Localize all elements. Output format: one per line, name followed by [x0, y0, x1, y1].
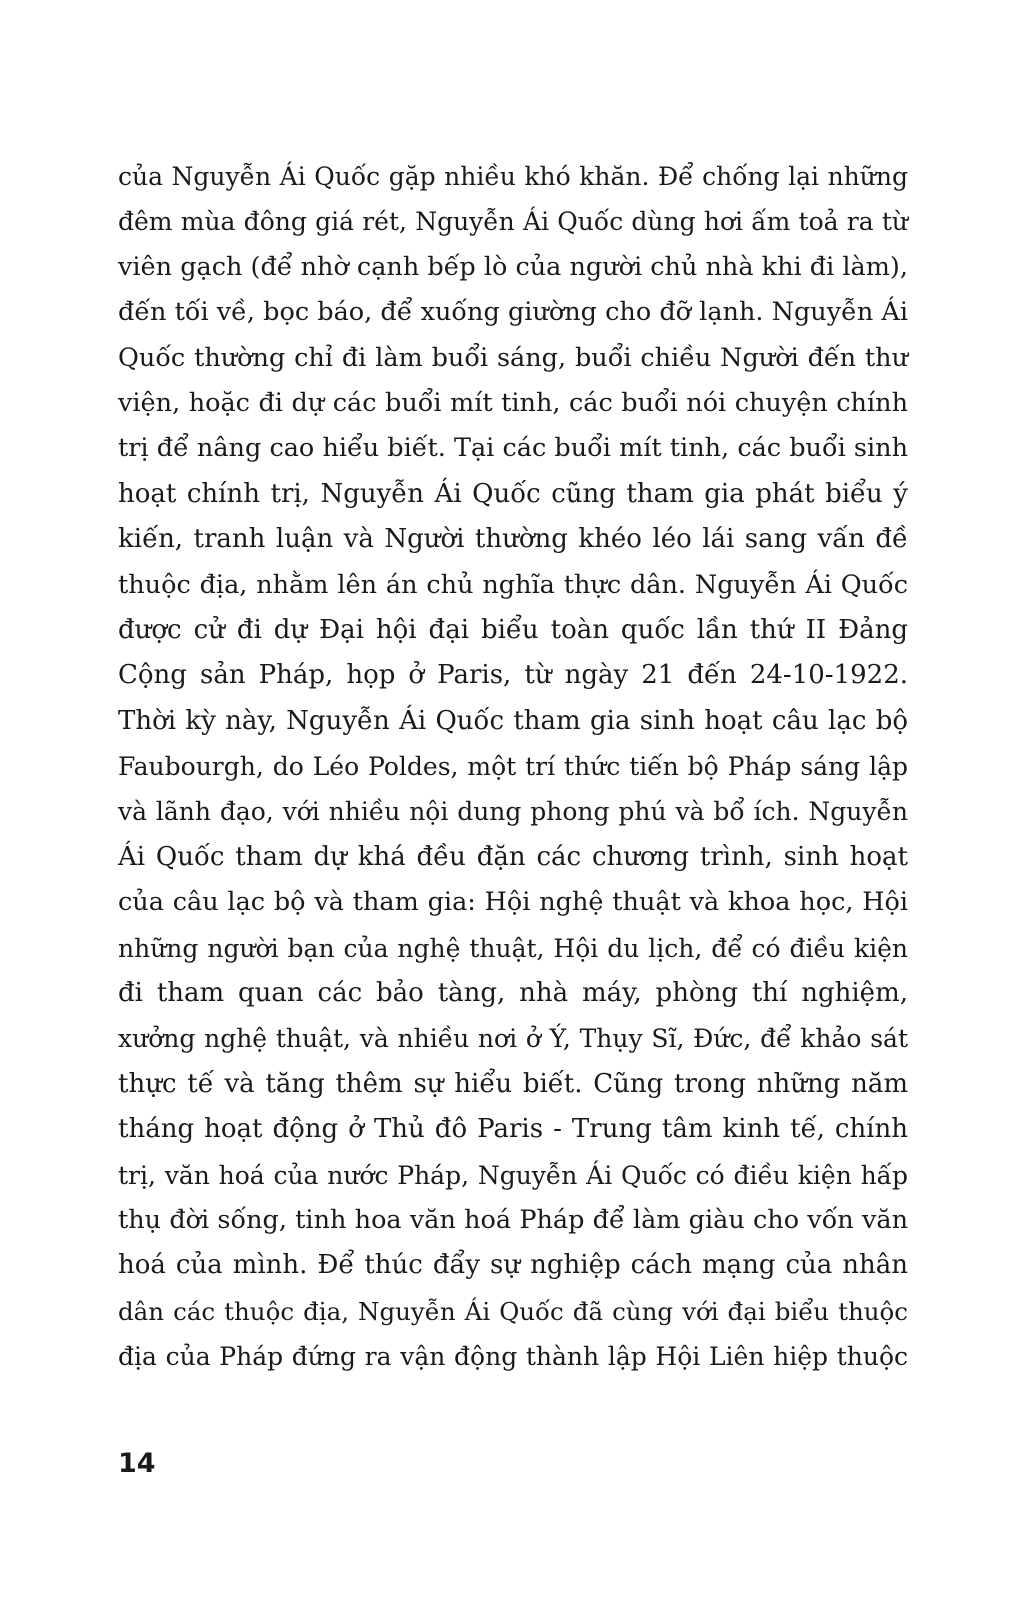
- page-number: 14: [118, 1448, 156, 1479]
- text-line: thực tế và tăng thêm sự hiểu biết. Cũng trong những năm: [118, 1068, 908, 1099]
- text-line: được cử đi dự Đại hội đại biểu toàn quốc lần thứ II Đảng: [118, 614, 908, 645]
- text-line: Cộng sản Pháp, họp ở Paris, từ ngày 21 đến 24-10-1922.: [118, 660, 908, 691]
- text-line: đến tối về, bọc báo, để xuống giường cho đỡ lạnh. Nguyễn Ái: [118, 297, 908, 328]
- text-line: viện, hoặc đi dự các buổi mít tinh, các buổi nói chuyện chính: [118, 387, 908, 418]
- text-line: và lãnh đạo, với nhiều nội dung phong phú và bổ ích. Nguyễn: [118, 797, 908, 827]
- text-line: địa của Pháp đứng ra vận động thành lập Hội Liên hiệp thuộc: [118, 1342, 908, 1372]
- text-line: Quốc thường chỉ đi làm buổi sáng, buổi chiều Người đến thư: [118, 342, 908, 373]
- text-line: trị để nâng cao hiểu biết. Tại các buổi mít tinh, các buổi sinh: [118, 433, 908, 464]
- text-line: Faubourgh, do Léo Poldes, một trí thức tiến bộ Pháp sáng lập: [118, 752, 908, 782]
- text-line: của câu lạc bộ và tham gia: Hội nghệ thuật và khoa học, Hội: [118, 887, 908, 918]
- text-line: tháng hoạt động ở Thủ đô Paris - Trung tâm kinh tế, chính: [118, 1114, 908, 1145]
- text-line: hoá của mình. Để thúc đẩy sự nghiệp cách mạng của nhân: [118, 1250, 908, 1281]
- text-line: xưởng nghệ thuật, và nhiều nơi ở Ý, Thụy Sĩ, Đức, để khảo sát: [118, 1024, 908, 1054]
- text-line: Ái Quốc tham dự khá đều đặn các chương trình, sinh hoạt: [118, 841, 908, 872]
- text-line: đi tham quan các bảo tàng, nhà máy, phòng thí nghiệm,: [118, 978, 908, 1009]
- text-line: của Nguyễn Ái Quốc gặp nhiều khó khăn. Để chống lại những: [118, 162, 908, 191]
- text-line: trị, văn hoá của nước Pháp, Nguyễn Ái Quốc có điều kiện hấp: [118, 1160, 908, 1190]
- text-line: những người bạn của nghệ thuật, Hội du lịch, để có điều kiện: [118, 933, 908, 963]
- text-line: kiến, tranh luận và Người thường khéo léo lái sang vấn đề: [118, 524, 908, 555]
- text-line: thụ đời sống, tinh hoa văn hoá Pháp để làm giàu cho vốn văn: [118, 1204, 908, 1235]
- text-line: Thời kỳ này, Nguyễn Ái Quốc tham gia sinh hoạt câu lạc bộ: [118, 705, 908, 736]
- text-line: dân các thuộc địa, Nguyễn Ái Quốc đã cùng với đại biểu thuộc: [118, 1296, 908, 1326]
- text-line: hoạt chính trị, Nguyễn Ái Quốc cũng tham gia phát biểu ý: [118, 478, 908, 509]
- text-line: thuộc địa, nhằm lên án chủ nghĩa thực dân. Nguyễn Ái Quốc: [118, 569, 908, 600]
- text-line: viên gạch (để nhờ cạnh bếp lò của người chủ nhà khi đi làm),: [118, 251, 908, 282]
- text-line: đêm mùa đông giá rét, Nguyễn Ái Quốc dùng hơi ấm toả ra từ: [118, 207, 908, 237]
- body-text: [118, 154, 908, 1380]
